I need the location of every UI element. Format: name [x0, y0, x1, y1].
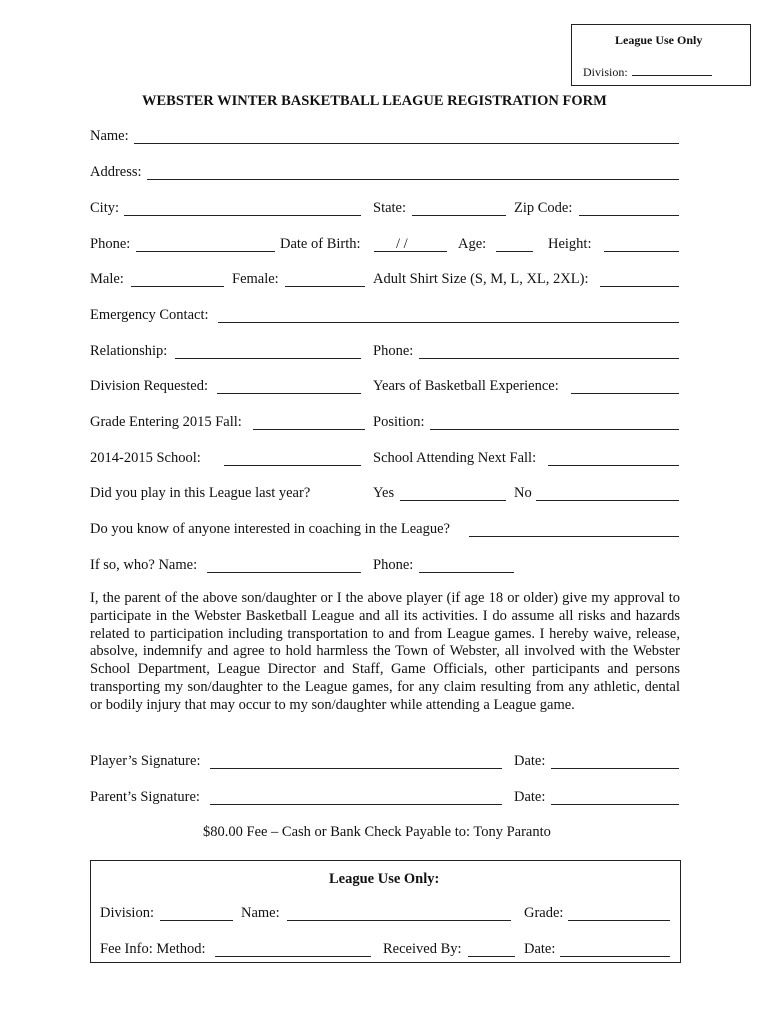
bottom-division-field[interactable]: [160, 920, 233, 921]
city-label: City:: [90, 200, 120, 216]
years-experience-field[interactable]: [571, 393, 679, 394]
name-label: Name:: [90, 128, 129, 144]
female-field[interactable]: [285, 286, 365, 287]
bottom-date-label: Date:: [524, 941, 556, 957]
female-label: Female:: [232, 271, 279, 287]
if-so-name-field[interactable]: [207, 572, 361, 573]
relationship-label: Relationship:: [90, 343, 168, 359]
shirt-label: Adult Shirt Size (S, M, L, XL, 2XL):: [373, 271, 589, 287]
parent-signature-field[interactable]: [210, 804, 502, 805]
yes-label: Yes: [373, 485, 395, 501]
dob-field[interactable]: [374, 251, 447, 252]
phone-label: Phone:: [90, 236, 131, 252]
school-field[interactable]: [224, 465, 361, 466]
phone-field[interactable]: [136, 251, 275, 252]
zip-label: Zip Code:: [514, 200, 573, 216]
years-experience-label: Years of Basketball Experience:: [373, 378, 559, 394]
bottom-box-title: League Use Only:: [329, 871, 440, 887]
no-field[interactable]: [536, 500, 679, 501]
state-field[interactable]: [412, 215, 506, 216]
player-signature-label: Player’s Signature:: [90, 753, 201, 769]
bottom-date-field[interactable]: [560, 956, 670, 957]
phone3-field[interactable]: [419, 572, 514, 573]
if-so-name-label: If so, who? Name:: [90, 557, 198, 573]
zip-field[interactable]: [579, 215, 679, 216]
form-title: WEBSTER WINTER BASKETBALL LEAGUE REGISTRATION FORM: [142, 93, 607, 109]
date2-field[interactable]: [551, 804, 679, 805]
received-by-label: Received By:: [383, 941, 462, 957]
date1-label: Date:: [514, 753, 546, 769]
coaching-field[interactable]: [469, 536, 679, 537]
division-requested-field[interactable]: [217, 393, 361, 394]
league-use-title: League Use Only: [615, 33, 703, 47]
position-field[interactable]: [430, 429, 679, 430]
dob-value: / /: [396, 236, 408, 252]
name-field[interactable]: [134, 143, 679, 144]
played-last-year-label: Did you play in this League last year?: [90, 485, 311, 501]
player-signature-field[interactable]: [210, 768, 502, 769]
bottom-grade-field[interactable]: [568, 920, 670, 921]
shirt-field[interactable]: [600, 286, 679, 287]
bottom-name-label: Name:: [241, 905, 280, 921]
male-label: Male:: [90, 271, 124, 287]
division-label: Division:: [583, 65, 628, 79]
position-label: Position:: [373, 414, 425, 430]
division-line[interactable]: [632, 75, 712, 76]
grade-field[interactable]: [253, 429, 365, 430]
relationship-field[interactable]: [175, 358, 361, 359]
phone2-field[interactable]: [419, 358, 679, 359]
fee-info-label: Fee Info: Method:: [100, 941, 206, 957]
fee-info-field[interactable]: [215, 956, 371, 957]
waiver-paragraph: I, the parent of the above son/daughter or I the above player (if age 18 or older) give my approval to participate in the Webster Basketball League and all its activities. I do assume all risks and hazards related to participation including transportation to and from League games. I hereby waive, release, absolve, indemnify and agree to hold harmless the Town of Webster, all involved with the Webster School Department, League Director and Staff, Game Officials, other participants and persons transporting my son/daughter to the League games, for any claim resulting from any athletic, dental or bodily injury that may occur to my son/daughter while attending a League game.: [90, 590, 680, 713]
age-label: Age:: [458, 236, 487, 252]
phone2-label: Phone:: [373, 343, 414, 359]
received-by-field[interactable]: [468, 956, 515, 957]
height-label: Height:: [548, 236, 592, 252]
bottom-grade-label: Grade:: [524, 905, 564, 921]
school-next-label: School Attending Next Fall:: [373, 450, 537, 466]
city-field[interactable]: [124, 215, 361, 216]
male-field[interactable]: [131, 286, 224, 287]
emergency-field[interactable]: [218, 322, 679, 323]
bottom-division-label: Division:: [100, 905, 154, 921]
school-label: 2014-2015 School:: [90, 450, 201, 466]
address-field[interactable]: [147, 179, 679, 180]
parent-signature-label: Parent’s Signature:: [90, 789, 200, 805]
yes-field[interactable]: [400, 500, 506, 501]
no-label: No: [514, 485, 532, 501]
school-next-field[interactable]: [548, 465, 679, 466]
grade-label: Grade Entering 2015 Fall:: [90, 414, 242, 430]
dob-label: Date of Birth:: [280, 236, 361, 252]
division-requested-label: Division Requested:: [90, 378, 209, 394]
address-label: Address:: [90, 164, 142, 180]
age-field[interactable]: [496, 251, 533, 252]
date1-field[interactable]: [551, 768, 679, 769]
coaching-question: Do you know of anyone interested in coaching in the League?: [90, 521, 450, 537]
state-label: State:: [373, 200, 407, 216]
emergency-label: Emergency Contact:: [90, 307, 209, 323]
date2-label: Date:: [514, 789, 546, 805]
fee-text: $80.00 Fee – Cash or Bank Check Payable to: Tony Paranto: [203, 824, 551, 840]
height-field[interactable]: [604, 251, 679, 252]
bottom-name-field[interactable]: [287, 920, 511, 921]
phone3-label: Phone:: [373, 557, 414, 573]
